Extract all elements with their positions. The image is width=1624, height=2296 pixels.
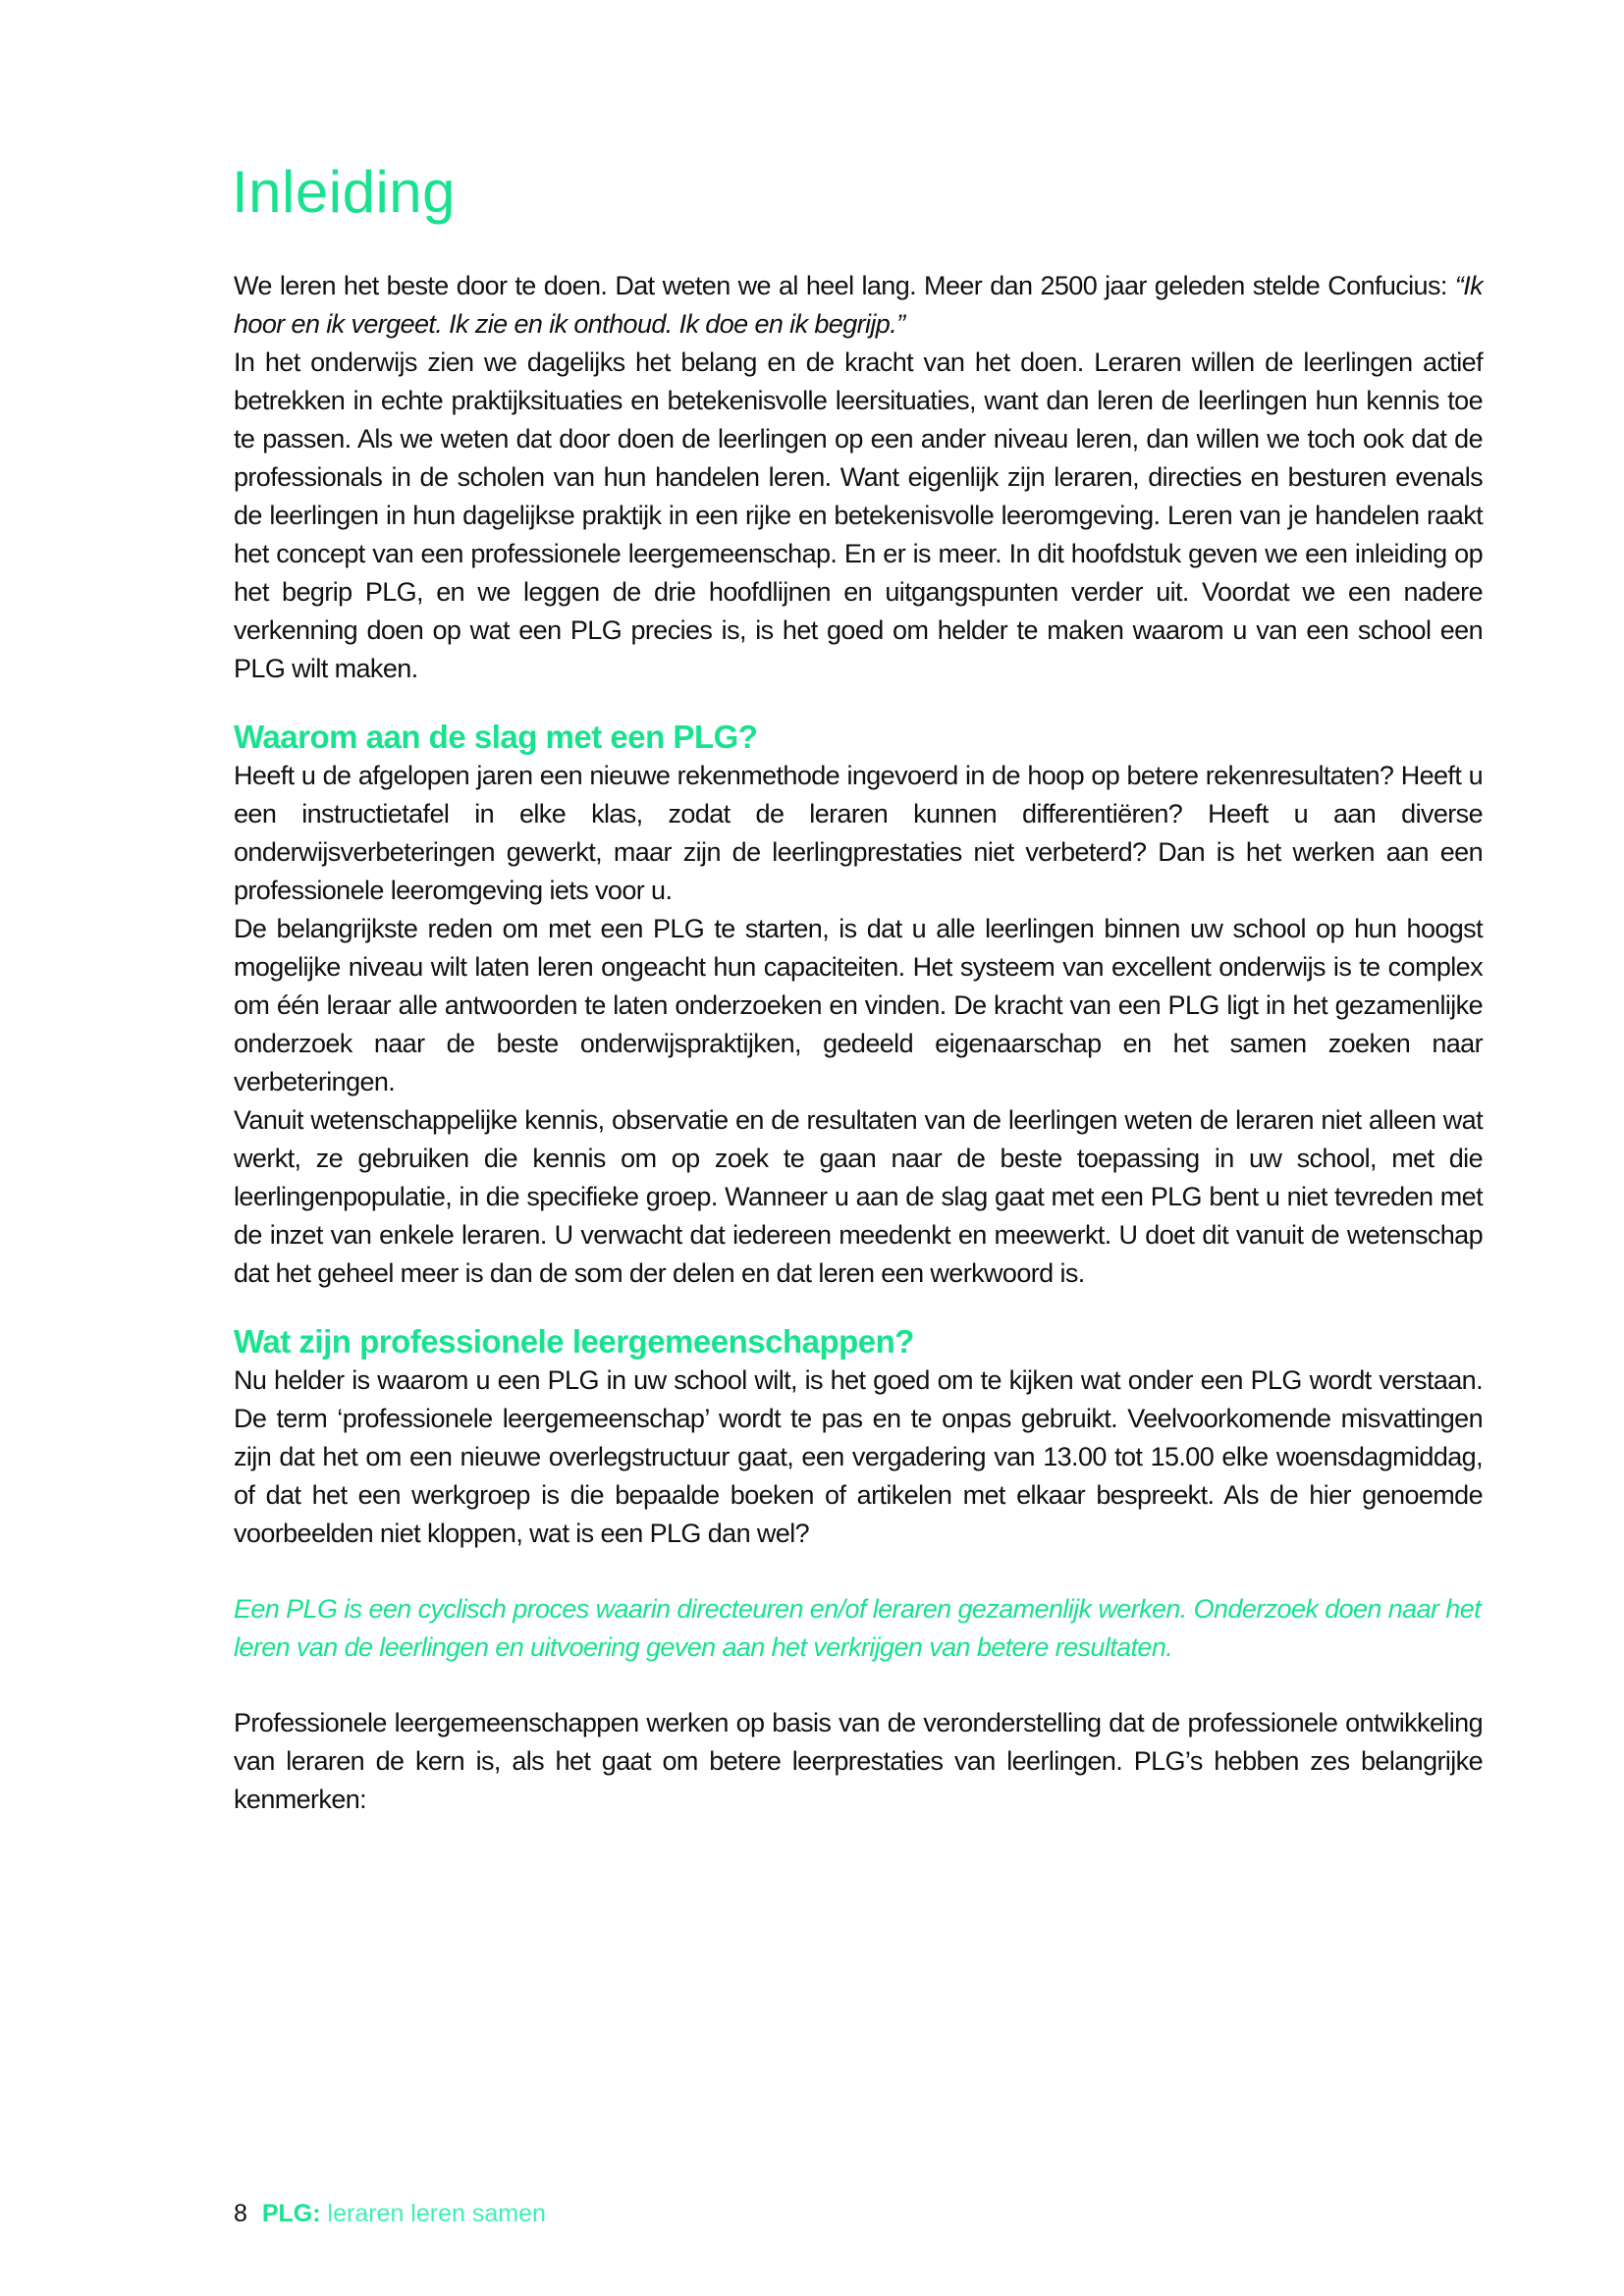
plg-definition-quote: Een PLG is een cyclisch proces waarin directeuren en/of leraren gezamenlijk werken. Onderzoek doen naar het leren van de leerlingen en uitvoering geven aan het verkrijgen van betere resultaten. xyxy=(234,1594,1482,1662)
page-content xyxy=(234,157,1483,1819)
section-2-closing-paragraph: Professionele leergemeenschappen werken op basis van de veronderstelling dat de professionele ontwikkeling van leraren de kern is, als het gaat om betere leerprestaties van leerlingen. PLG’s hebben zes belangrijke kenmerken: xyxy=(234,1708,1483,1814)
section-2-paragraph-1: Nu helder is waarom u een PLG in uw school wilt, is het goed om te kijken wat onder een PLG wordt verstaan. De term ‘professionele leergemeenschap’ wordt te pas en te onpas gebruikt. Veelvoorkomende misvattingen zijn dat het om een nieuwe overlegstructuur gaat, een vergadering van 13.00 tot 15.00 elke woensdagmiddag, of dat het een werkgroep is die bepaalde boeken of artikelen met elkaar bespreekt. Als de hier genoemde voorbeelden niet kloppen, wat is een PLG dan wel? xyxy=(234,1365,1483,1548)
intro-paragraph-2: In het onderwijs zien we dagelijks het belang en de kracht van het doen. Leraren willen de leerlingen actief betrekken in echte praktijksituaties en betekenisvolle leersituaties, want dan leren de leerlingen hun kennis toe te passen. Als we weten dat door doen de leerlingen op een ander niveau leren, dan willen we toch ook dat de professionals in de scholen van hun handelen leren. Want eigenlijk zijn leraren, directies en besturen evenals de leerlingen in hun dagelijkse praktijk in een rijke en betekenisvolle leeromgeving. Leren van je handelen raakt het concept van een professionele leergemeenschap. En er is meer. In dit hoofdstuk geven we een inleiding op het begrip PLG, en we leggen de drie hoofdlijnen en uitgangspunten verder uit. Voordat we een nadere verkenning doen op wat een PLG precies is, is het goed om helder te maken waarom u van een school een PLG wilt maken. xyxy=(234,347,1483,683)
intro-paragraph-1 xyxy=(234,267,1483,344)
confucius-quote: “Ik hoor en ik vergeet. Ik zie en ik onthoud. Ik doe en ik begrijp.” xyxy=(234,271,1483,339)
intro-text: We leren het beste door te doen. Dat weten we al heel lang. Meer dan 2500 jaar geleden stelde Confucius: xyxy=(234,271,1455,300)
section-heading-what-are-plgs: Wat zijn professionele leergemeenschappen? xyxy=(234,1323,914,1360)
section-1-paragraph-2: De belangrijkste reden om met een PLG te starten, is dat u alle leerlingen binnen uw school op hun hoogst mogelijke niveau wilt laten leren ongeacht hun capaciteiten. Het systeem van excellent onderwijs is te complex om één leraar alle antwoorden te laten onderzoeken en vinden. De kracht van een PLG ligt in het gezamenlijke onderzoek naar de beste onderwijspraktijken, gedeeld eigenaarschap en het samen zoeken naar verbeteringen. xyxy=(234,914,1483,1096)
page-number: 8 xyxy=(234,2200,247,2227)
page-title: Inleiding xyxy=(232,159,457,225)
footer-subtitle: leraren leren samen xyxy=(327,2200,546,2227)
section-heading-why-plg: Waarom aan de slag met een PLG? xyxy=(234,719,758,755)
section-1-paragraph-3: Vanuit wetenschappelijke kennis, observatie en de resultaten van de leerlingen weten de leraren niet alleen wat werkt, ze gebruiken die kennis om op zoek te gaan naar de beste toepassing in uw school, met die leerlingenpopulatie, in die specifieke groep. Wanneer u aan de slag gaat met een PLG bent u niet tevreden met de inzet van enkele leraren. U verwacht dat iedereen meedenkt en meewerkt. U doet dit vanuit de wetenschap dat het geheel meer is dan de som der delen en dat leren een werkwoord is. xyxy=(234,1105,1483,1288)
section-1-paragraph-1: Heeft u de afgelopen jaren een nieuwe rekenmethode ingevoerd in de hoop op betere rekenresultaten? Heeft u een instructietafel in elke klas, zodat de leraren kunnen differentiëren? Heeft u aan diverse onderwijsverbeteringen gewerkt, maar zijn de leerlingprestaties niet verbeterd? Dan is het werken aan een professionele leeromgeving iets voor u. xyxy=(234,761,1483,905)
footer-brand: PLG: xyxy=(261,2200,321,2227)
page-footer xyxy=(234,2199,546,2228)
